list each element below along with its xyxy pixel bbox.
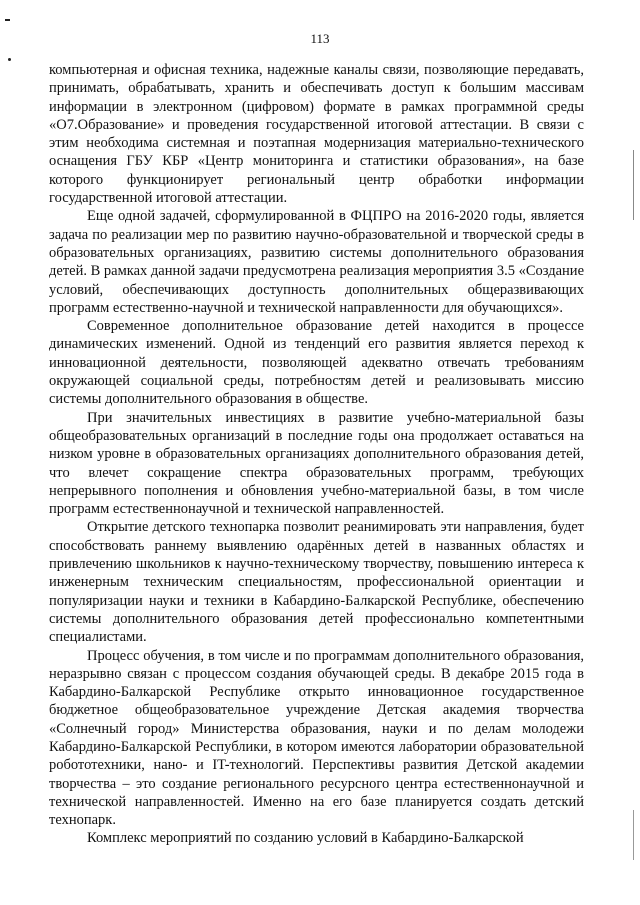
body-text (49, 61, 584, 848)
scan-edge-line (633, 150, 634, 220)
paragraph-4: При значительных инвестициях в развитие учебно-материальной базы общеобразовательных организаций в последние годы она продолжает оставаться на низком уровне в образовательных организациях дополнительного образования детей, что влечет сокращение спектра образовательных программ, требующих непрерывного пополнения и обновления учебно-материальной базы, в том числе программ естественнонаучной и технической направленностей. (49, 409, 584, 518)
paragraph-7: Комплекс мероприятий по созданию условий в Кабардино-Балкарской (87, 830, 524, 847)
scan-artifact-dot (8, 58, 11, 61)
paragraph-2: Еще одной задачей, сформулированной в ФЦПРО на 2016-2020 годы, является задача по реализации мер по развитию научно-образовательной и творческой среды в образовательных организациях, развитию системы дополнительного образования детей. В рамках данной задачи предусмотрена реализация мероприятия 3.5 «Создание условий, обеспечивающих доступность дополнительных общеразвивающих программ естественно-научной и технической направленности для обучающихся». (49, 208, 584, 316)
scan-edge-line (633, 810, 634, 860)
paragraph-1: компьютерная и офисная техника, надежные каналы связи, позволяющие передавать, принимать, обрабатывать, хранить и обеспечивать доступ к большим массивам информации в электронном (цифровом) формате в рамках программной среды «О7.Образование» и проведения государственной итоговой аттестации. В связи с этим необходима системная и поэтапная модернизация материально-технического оснащения ГБУ КБР «Центр мониторинга и статистики образования», на базе которого функционирует региональный центр обработки информации государственной итоговой аттестации. (49, 62, 584, 207)
paragraph-6: Процесс обучения, в том числе и по программам дополнительного образования, неразрывно связан с процессом создания обучающей среды. В декабре 2015 года в Кабардино-Балкарской Республике открыто инновационное государственное бюджетное общеобразовательное учреждение Детская академия творчества «Солнечный город» Министерства образования, науки и по делам молодежи Кабардино-Балкарской Республики, в котором имеются лаборатории образовательной робототехники, нано- и IT-технологий. Перспективы развития Детской академии творчества – это создание регионального ресурсного центра естественнонаучной и технической направленностей. Именно на его базе планируется создать детский технопарк. (49, 647, 584, 829)
paragraph-5: Открытие детского технопарка позволит реанимировать эти направления, будет способствовать раннему выявлению одарённых детей в названных областях и привлечению школьников к научно-техническому творчеству, повышению интереса к инженерным техническим специальностям, профессиональной ориентации и популяризации науки и техники в Кабардино-Балкарской Республике, обеспечению системы дополнительного образования детей профессионально компетентными специалистами. (49, 519, 584, 646)
scan-artifact-mark (5, 19, 10, 21)
paragraph-3: Современное дополнительное образование детей находится в процессе динамических изменений. Одной из тенденций его развития является переход к инновационной деятельности, позволяющей адекватно отвечать требованиям окружающей социальной среды, потребностям детей и реализовывать миссию системы дополнительного образования в обществе. (49, 318, 584, 408)
page-number: 113 (310, 31, 330, 46)
